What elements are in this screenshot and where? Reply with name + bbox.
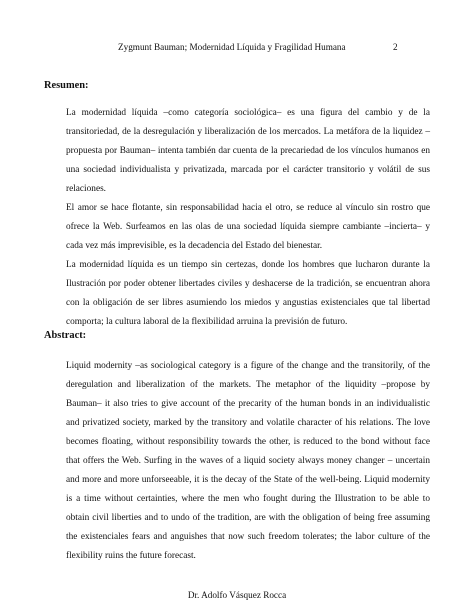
running-header: [118, 42, 408, 52]
author-footer: Dr. Adolfo Vásquez Rocca: [187, 590, 287, 600]
resumen-body: [66, 104, 430, 332]
page-number: 2: [393, 42, 398, 52]
abstract-paragraph: Liquid modernity –as sociological category is a figure of the change and the transitorily, of the deregulation and liberalization of the markets. The metaphor of the liquidity –propose by Bauman– it also tries to give account of the precarity of the human bonds in an individualistic and privatized society, marked by the transitory and volatile character of his relations. The love becomes floating, without responsibility towards the other, is reduced to the bond without face that offers the Web. Surfing in the waves of a liquid society always money changer – uncertain and more and more unforseeable, it is the decay of the State of the well-being. Liquid modernity is a time without certainties, where the men who fought during the Illustration to be able to obtain civil liberties and to undo of the tradition, are with the obligation of being free assuming the existenciales fears and anguishes that now such freedom tolerates; the labor culture of the flexibility ruins the future forecast.: [66, 361, 430, 561]
running-title: Zygmunt Bauman; Modernidad Líquida y Fragilidad Humana: [118, 42, 346, 52]
resumen-paragraph-3: La modernidad líquida es un tiempo sin certezas, donde los hombres que lucharon durante la Ilustración por poder obtener libertades civiles y deshacerse de la tradición, se encuentran ahora con la obligación de ser libres asumiendo los miedos y angustias existenciales que tal libertad comporta; la cultura laboral de la flexibilidad arruina la previsión de futuro.: [66, 260, 430, 327]
resumen-heading: Resumen:: [44, 80, 89, 91]
resumen-paragraph-1: La modernidad líquida –como categoría sociológica– es una figura del cambio y de la transitoriedad, de la desregulación y liberalización de los mercados. La metáfora de la liquidez –propuesta por Bauman– intenta también dar cuenta de la precariedad de los vínculos humanos en una sociedad individualista y privatizada, marcada por el carácter transitorio y volátil de sus relaciones.: [66, 108, 430, 194]
abstract-body: [66, 357, 430, 566]
resumen-paragraph-2: El amor se hace flotante, sin responsabilidad hacia el otro, se reduce al vínculo sin rostro que ofrece la Web. Surfeamos en las olas de una sociedad líquida siempre cambiante –incierta– y cada vez más imprevisible, es la decadencia del Estado del bienestar.: [66, 203, 430, 251]
abstract-heading: Abstract:: [44, 330, 87, 341]
